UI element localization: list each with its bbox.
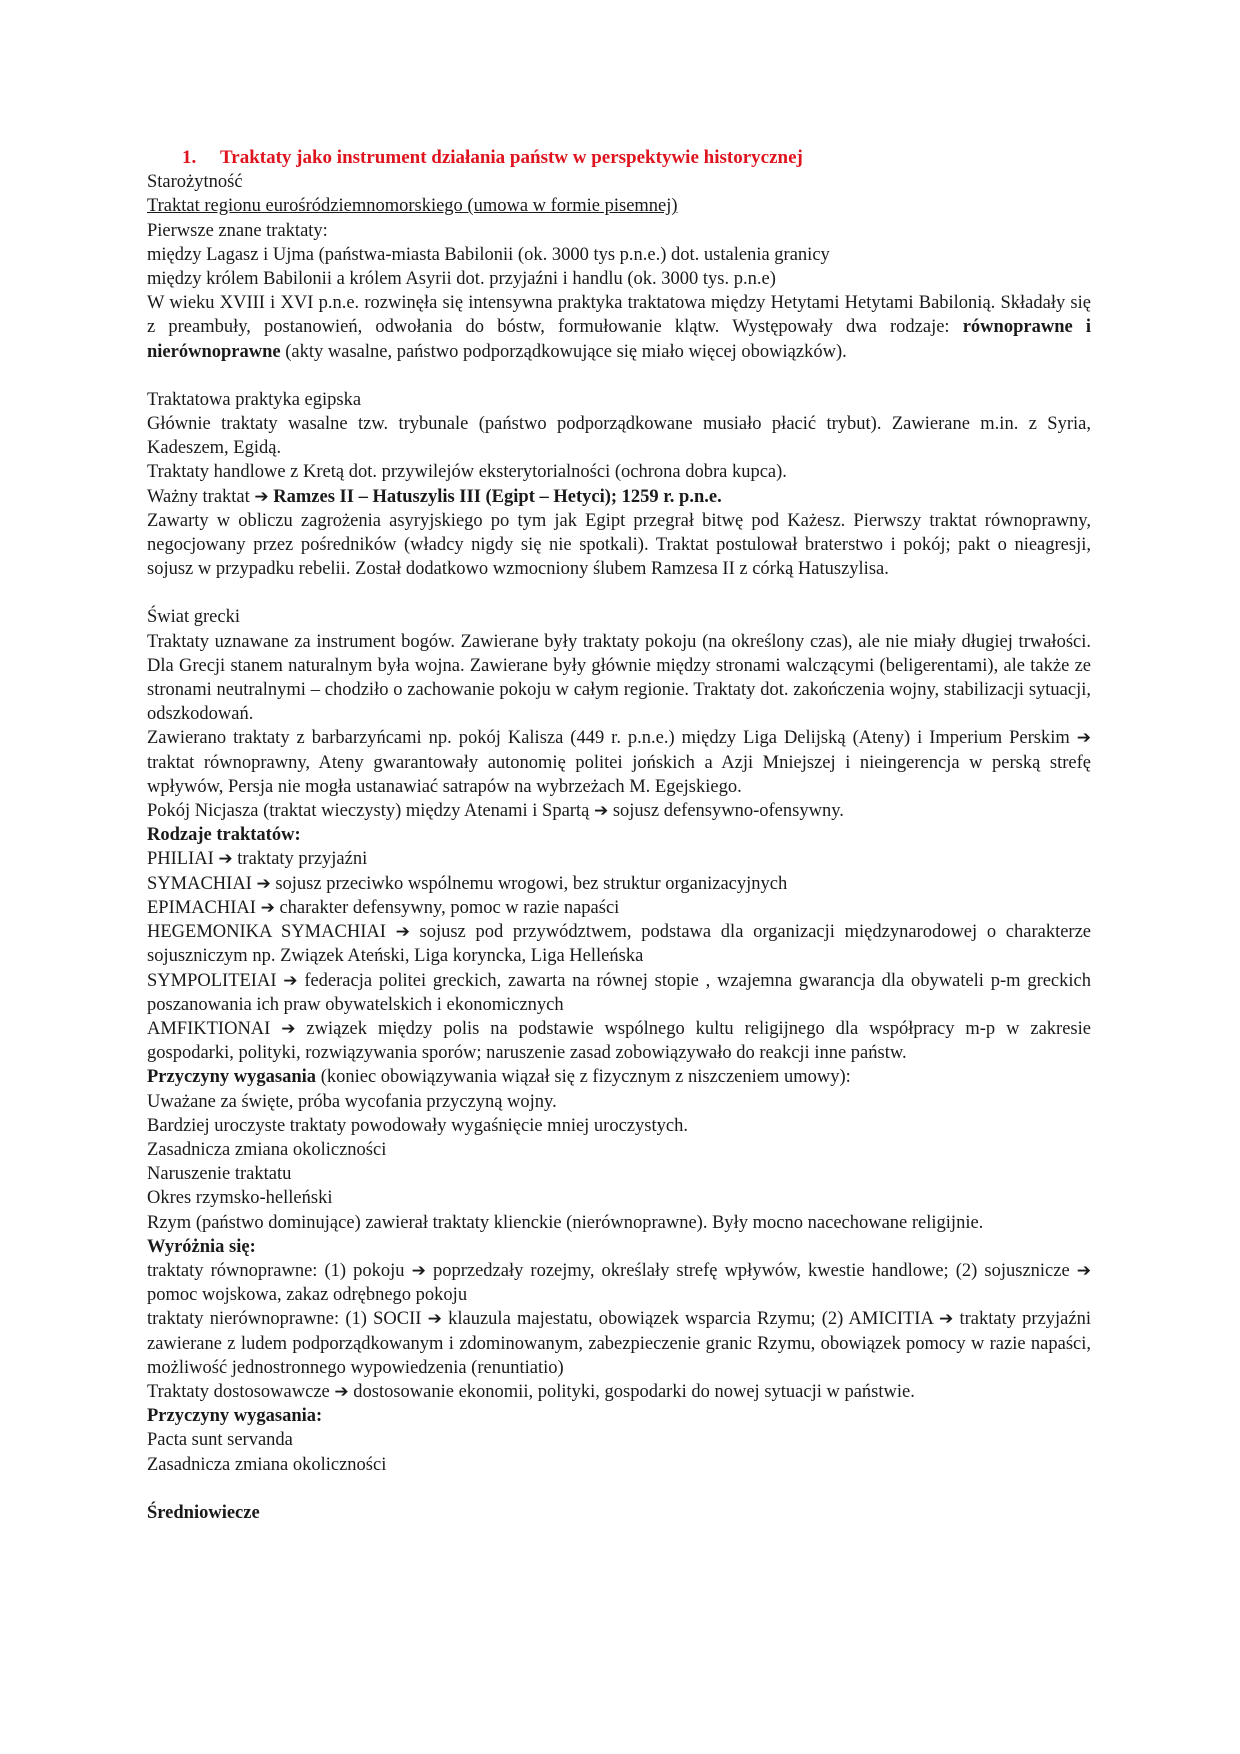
antiquity-subtitle: Traktat regionu eurośródziemnomorskiego (umowa w formie pisemnej) <box>147 196 678 217</box>
treaty-type-item <box>147 920 1091 968</box>
text-run: związek między polis na podstawie wspólnego kultu religijnego dla współpracy m-p w zakresie gospodarki, polityki, rozwiązywania sporów; naruszenie zasad zobowiązywało do reakcji inne państw. <box>147 1018 1091 1064</box>
expiry-reason: Uważane za święte, próba wycofania przyczyną wojny. <box>147 1091 557 1112</box>
text-run: sojusz pod przywództwem, podstawa dla organizacji międzynarodowej o charakterze sojuszniczym np. Związek Ateński, Liga koryncka, Liga Helleńska <box>147 922 1091 967</box>
treaty-type-item <box>147 847 1091 871</box>
greek-title: Świat grecki <box>147 607 240 628</box>
egypt-paragraph-2: Traktaty handlowe z Kretą dot. przywilejów eksterytorialności (ochrona dobra kupca). <box>147 462 787 483</box>
bold-run: równoprawne i nierównoprawne <box>147 317 1091 362</box>
text-run: AMFIKTIONAI <box>147 1018 282 1039</box>
arrow-right-icon: ➔ <box>411 1260 426 1281</box>
antiquity-line-1: między Lagasz i Ujma (państwa-miasta Babilonii (ok. 3000 tys p.n.e.) dot. ustalenia granicy <box>147 244 830 265</box>
egypt-paragraph-1: Głównie traktaty wasalne tzw. trybunale (państwo podporządkowane musiało płacić trybut). Zawierane m.in. z Syria, Kadeszem, Egidą. <box>147 414 1091 459</box>
text-run: (koniec obowiązywania wiązał się z fizycznym z niszczeniem umowy): <box>316 1067 851 1088</box>
expiry-reasons-heading <box>147 1065 1091 1089</box>
arrow-right-icon: ➔ <box>1076 1260 1092 1281</box>
text-run: poprzedzały rozejmy, określały strefę wpływów, kwestie handlowe; (2) sojusznicze <box>425 1260 1077 1281</box>
text-run: dostosowanie ekonomii, polityki, gospodarki do nowej sytuacji w państwie. <box>348 1381 915 1402</box>
arrow-right-icon: ➔ <box>283 970 298 991</box>
greek-paragraph-1: Traktaty uznawane za instrument bogów. Zawierane były traktaty pokoju (na określony czas), ale nie miały długiej trwałości. Dla Grecji stanem naturalnym była wojna. Zawierane były głównie między stronami walczącymi (beligerentami), ale także ze stronami neutralnymi – chodziło o zachowanie pokoju w całym regionie. Traktaty dot. zakończenia wojny, stabilizacji sytuacji, odszkodowań. <box>147 631 1091 725</box>
text-run: W wieku XVIII i XVI p.n.e. rozwinęła się intensywna praktyka traktatowa między Hetytami Hetytami Babilonią. Składały się z preambuły, postanowień, odwołania do bóstw, formułowanie klątw. Występowały dwa rodzaje: <box>147 293 1091 338</box>
arrow-right-icon: ➔ <box>334 1381 349 1402</box>
equal-treaties <box>147 1259 1091 1307</box>
roman-expiry-item: Pacta sunt servanda <box>147 1430 293 1451</box>
text-run: pomoc wojskowa, zakaz odrębnego pokoju <box>147 1285 468 1306</box>
arrow-right-icon: ➔ <box>256 873 271 894</box>
text-run: traktaty przyjaźni zawierane z ludem podporządkowanym i zdominowanym, zabezpieczenie granic Rzymu, obowiązek pomocy w razie napaści, możliwość jednostronnego wypowiedzenia (renuntiatio) <box>147 1309 1091 1378</box>
treaty-type-item <box>147 872 1091 896</box>
antiquity-line-2: między królem Babilonii a królem Asyrii dot. przyjaźni i handlu (ok. 3000 tys. p.n.e) <box>147 269 776 290</box>
arrow-right-icon: ➔ <box>427 1309 442 1330</box>
arrow-right-icon: ➔ <box>218 849 233 870</box>
text-run: HEGEMONIKA SYMACHIAI <box>147 922 396 943</box>
first-known-label: Pierwsze znane traktaty: <box>147 220 328 241</box>
arrow-right-icon: ➔ <box>939 1309 954 1330</box>
distinguished-title: Wyróżnia się: <box>147 1236 256 1257</box>
greek-paragraph-3 <box>147 799 1091 823</box>
text-run: charakter defensywny, pomoc w razie napaści <box>274 897 620 918</box>
spacer <box>147 581 1091 605</box>
text-run: Ważny traktat <box>147 486 255 507</box>
egypt-paragraph-4: Zawarty w obliczu zagrożenia asyryjskiego po tym jak Egipt przegrał bitwę pod Każesz. Pierwszy traktat równoprawny, negocjowany przez pośredników (władcy nigdy się nie spotkali). Traktat postulował braterstwo i pokój; pakt o nieagresji, sojusz w przypadku rebelii. Został dodatkowo wzmocniony ślubem Ramzesa II z córką Hatuszylisa. <box>147 510 1091 580</box>
heading-text: Traktaty jako instrument działania państw w perspektywie historycznej <box>220 147 803 168</box>
text-run: federacja politei greckich, zawarta na równej stopie , wzajemna gwarancja dla obywateli p-m greckich poszanowania ich praw obywatelskich i ekonomicznych <box>147 970 1091 1015</box>
text-run: traktat równoprawny, Ateny gwarantowały autonomię politei jońskich a Azji Mniejszej i nieingerencja w perską strefę wpływów, Persja nie mogła ustanawiać satrapów na wybrzeżach M. Egejskiego. <box>147 752 1091 797</box>
greek-paragraph-2 <box>147 726 1091 799</box>
egypt-paragraph-3 <box>147 485 1091 509</box>
expiry-reason: Zasadnicza zmiana okoliczności <box>147 1139 387 1160</box>
text-run: Pokój Nicjasza (traktat wieczysty) między Atenami i Spartą <box>147 801 594 822</box>
roman-expiry-item: Zasadnicza zmiana okoliczności <box>147 1454 387 1475</box>
heading-number: 1. <box>182 147 197 168</box>
arrow-right-icon: ➔ <box>1076 728 1091 749</box>
text-run: traktaty równoprawne: (1) pokoju <box>147 1260 412 1281</box>
arrow-right-icon: ➔ <box>260 897 275 918</box>
arrow-right-icon: ➔ <box>593 801 609 822</box>
roman-paragraph-1: Rzym (państwo dominujące) zawierał traktaty klienckie (nierównoprawne). Były mocno nacechowane religijnie. <box>147 1212 984 1233</box>
roman-expiry-title: Przyczyny wygasania: <box>147 1406 323 1427</box>
text-run: sojusz defensywno-ofensywny. <box>608 801 844 822</box>
text-run: (akty wasalne, państwo podporządkowujące się miało więcej obowiązków). <box>280 341 847 362</box>
section-heading <box>182 146 1091 170</box>
text-run: SYMPOLITEIAI <box>147 970 284 991</box>
treaty-type-item <box>147 1017 1091 1065</box>
text-run: traktaty nierównoprawne: (1) SOCII <box>147 1309 428 1330</box>
treaty-type-item <box>147 969 1091 1017</box>
expiry-reason: Bardziej uroczyste traktaty powodowały wygaśnięcie mniej uroczystych. <box>147 1115 688 1136</box>
roman-title: Okres rzymsko-helleński <box>147 1188 333 1209</box>
treaty-types-title: Rodzaje traktatów: <box>147 825 301 846</box>
treaty-type-item <box>147 896 1091 920</box>
antiquity-paragraph <box>147 291 1091 364</box>
text-run: PHILIAI <box>147 849 219 870</box>
arrow-right-icon: ➔ <box>254 486 269 507</box>
text-run: Traktaty dostosowawcze <box>147 1381 335 1402</box>
middle-ages-title: Średniowiecze <box>147 1502 260 1523</box>
antiquity-title: Starożytność <box>147 172 243 193</box>
spacer <box>147 1477 1091 1501</box>
text-run: Zawierano traktaty z barbarzyńcami np. pokój Kalisza (449 r. p.n.e.) między Liga Delijską (Ateny) i Imperium Perskim <box>147 728 1077 749</box>
text-run: sojusz przeciwko wspólnemu wrogowi, bez struktur organizacyjnych <box>270 873 788 894</box>
text-run: EPIMACHIAI <box>147 897 261 918</box>
text-run: klauzula majestatu, obowiązek wsparcia Rzymu; (2) AMICITIA <box>441 1309 939 1330</box>
egypt-title: Traktatowa praktyka egipska <box>147 389 362 410</box>
spacer <box>147 364 1091 388</box>
bold-run: Ramzes II – Hatuszylis III (Egipt – Hetyci); 1259 r. p.n.e. <box>273 486 722 507</box>
expiry-reason: Naruszenie traktatu <box>147 1164 292 1185</box>
text-run: traktaty przyjaźni <box>232 849 368 870</box>
arrow-right-icon: ➔ <box>395 922 410 943</box>
document-body <box>147 146 1091 1525</box>
bold-run: Przyczyny wygasania <box>147 1067 317 1088</box>
adaptive-treaties <box>147 1380 1091 1404</box>
unequal-treaties <box>147 1307 1091 1380</box>
arrow-right-icon: ➔ <box>281 1018 296 1039</box>
text-run: SYMACHIAI <box>147 873 257 894</box>
